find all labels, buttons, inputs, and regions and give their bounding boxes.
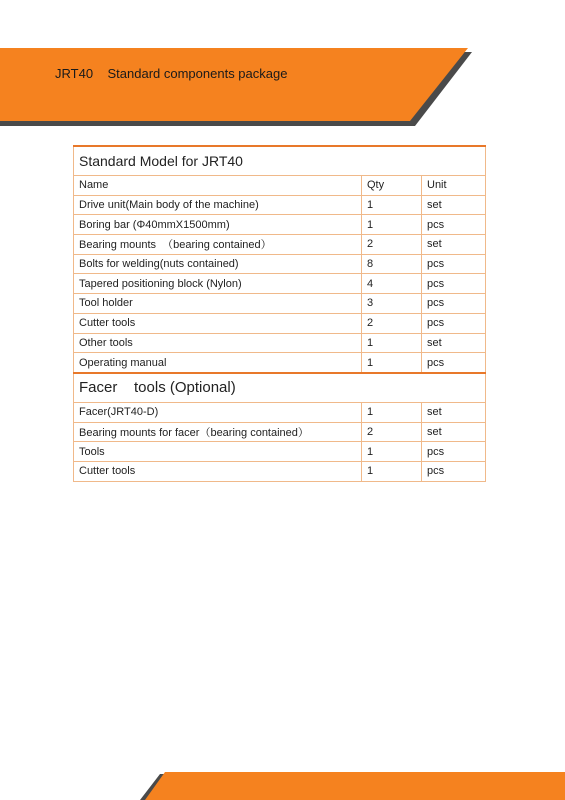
cell-unit: set [422, 235, 486, 255]
cell-name: Other tools [74, 333, 362, 353]
standard-section-header [74, 146, 486, 176]
cell-qty: 2 [362, 313, 422, 333]
cell-name: Drive unit(Main body of the machine) [74, 195, 362, 215]
column-header-unit: Unit [422, 176, 486, 196]
cell-name: Operating manual [74, 353, 362, 373]
cell-qty: 1 [362, 402, 422, 422]
table-row [74, 195, 486, 215]
cell-unit: set [422, 402, 486, 422]
table-row [74, 294, 486, 314]
cell-name: Tapered positioning block (Nylon) [74, 274, 362, 294]
table-row [74, 215, 486, 235]
table-row [74, 422, 486, 442]
page-title: JRT40 Standard components package [55, 66, 288, 81]
cell-unit: pcs [422, 274, 486, 294]
column-header-row [74, 176, 486, 196]
cell-unit: set [422, 422, 486, 442]
column-header-name: Name [74, 176, 362, 196]
table-row [74, 461, 486, 481]
cell-unit: pcs [422, 254, 486, 274]
cell-unit: set [422, 195, 486, 215]
cell-unit: pcs [422, 461, 486, 481]
table-row [74, 313, 486, 333]
cell-unit: set [422, 333, 486, 353]
cell-name: Facer(JRT40-D) [74, 402, 362, 422]
components-table [73, 145, 486, 482]
cell-qty: 1 [362, 461, 422, 481]
cell-name: Bearing mounts （bearing contained） [74, 235, 362, 255]
table-row [74, 235, 486, 255]
table-row [74, 353, 486, 373]
cell-name: Tool holder [74, 294, 362, 314]
cell-name: Tools [74, 442, 362, 462]
cell-unit: pcs [422, 294, 486, 314]
cell-qty: 3 [362, 294, 422, 314]
cell-unit: pcs [422, 215, 486, 235]
cell-name: Cutter tools [74, 461, 362, 481]
table-row [74, 442, 486, 462]
cell-qty: 1 [362, 442, 422, 462]
standard-section-title: Standard Model for JRT40 [74, 146, 486, 176]
cell-qty: 1 [362, 215, 422, 235]
cell-qty: 8 [362, 254, 422, 274]
header-banner [0, 0, 565, 130]
column-header-qty: Qty [362, 176, 422, 196]
facer-section-header [74, 373, 486, 403]
cell-qty: 1 [362, 333, 422, 353]
cell-name: Cutter tools [74, 313, 362, 333]
table-row [74, 333, 486, 353]
table-row [74, 402, 486, 422]
table-row [74, 274, 486, 294]
cell-qty: 2 [362, 235, 422, 255]
table-row [74, 254, 486, 274]
facer-section-title: Facer tools (Optional) [74, 373, 486, 403]
cell-name: Boring bar (Φ40mmX1500mm) [74, 215, 362, 235]
cell-name: Bearing mounts for facer（bearing contained） [74, 422, 362, 442]
cell-qty: 1 [362, 195, 422, 215]
cell-qty: 4 [362, 274, 422, 294]
footer-banner [0, 760, 565, 800]
components-table-wrapper [73, 145, 485, 482]
cell-name: Bolts for welding(nuts contained) [74, 254, 362, 274]
cell-unit: pcs [422, 442, 486, 462]
cell-unit: pcs [422, 313, 486, 333]
cell-qty: 1 [362, 353, 422, 373]
cell-qty: 2 [362, 422, 422, 442]
cell-unit: pcs [422, 353, 486, 373]
